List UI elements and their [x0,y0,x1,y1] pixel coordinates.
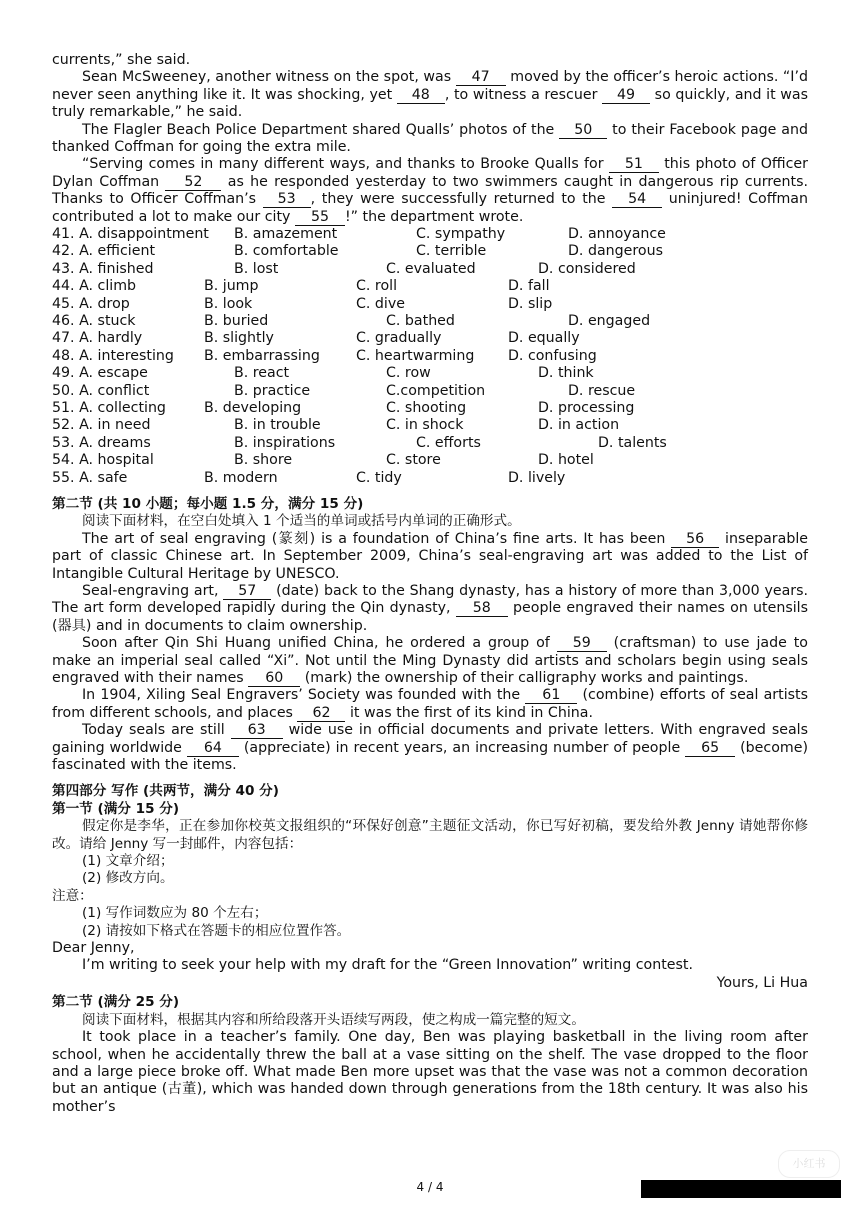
blank-65: 65 [685,741,735,757]
passage-line: currents,” she said. [52,52,191,68]
option-row: 50. A. conflict B. practice C.competition D. rescue [52,382,636,399]
option-row: 51. A. collecting B. developing C. shooting D. processing [52,399,635,416]
instruction: 阅读下面材料，在空白处填入 1 个适当的单词或括号内单词的正确形式。 [82,513,521,530]
watermark-logo: 小红书 [778,1150,840,1178]
letter-signature: Yours, Li Hua [716,974,808,991]
part-heading: 第四部分 写作 (共两节，满分 40 分) [52,783,279,800]
option-row: 55. A. safe B. modern C. tidy D. lively [52,469,566,486]
prompt-item: (2) 修改方向。 [82,870,174,887]
option-row: 45. A. drop B. look C. dive D. slip [52,295,553,312]
blank-61: 61 [525,688,577,704]
blank-56: 56 [671,532,719,548]
passage-paragraph: The art of seal engraving (篆刻) is a foundation of China’s fine arts. It has been 56 inseparable part of classic Chinese art. In September 2009, China’s seal-engraving art was added to the List of Intangible Cultural Heritage by UNESCO. [52,530,808,582]
blank-58: 58 [456,601,508,617]
option-row: 41. A. disappointment B. amazement C. sympathy D. annoyance [52,226,666,243]
letter-greeting: Dear Jenny, [52,940,135,957]
exam-page [52,52,808,1116]
passage-paragraph: Soon after Qin Shi Huang unified China, he ordered a group of 59 (craftsman) to use jade to make an imperial seal called “Xi”. Not until the Ming Dynasty did artists and scholars begin using seals engraved with their names 60 (mark) the ownership of their calligraphy works and paintings. [52,635,808,686]
option-row: 53. A. dreams B. inspirations C. efforts D. talents [52,434,667,451]
letter-body: I’m writing to seek your help with my draft for the “Green Innovation” writing contest. [82,957,693,974]
blank-63: 63 [231,723,283,739]
blank-57: 57 [223,584,271,600]
option-row: 46. A. stuck B. buried C. bathed D. engaged [52,313,651,330]
redaction-bar [641,1180,841,1198]
section-heading: 第二节 (共 10 小题；每小题 1.5 分，满分 15 分) [52,495,364,512]
blank-47: 47 [456,70,506,86]
note-label: 注意： [52,887,93,904]
blank-48: 48 [397,88,445,104]
passage-paragraph: Sean McSweeney, another witness on the spot, was 47 moved by the officer’s heroic actions. “I’d never seen anything like it. It was shocking, yet 48 , to witness a rescuer 49 so quickly, and it was truly remarkable,” he said. [52,69,808,121]
passage-paragraph: In 1904, Xiling Seal Engravers’ Society was founded with the 61 (combine) efforts of seal artists from different schools, and places 62 it was the first of its kind in China. [52,687,808,721]
writing-prompt: 假定你是李华，正在参加你校英文报组织的“环保好创意”主题征文活动，你已写好初稿，要发给外教 Jenny 请她帮你修改。请给 Jenny 写一封邮件，内容包括： [52,818,808,852]
prompt-item: (1) 文章介绍； [82,853,174,870]
note-item: (2) 请按如下格式在答题卡的相应位置作答。 [82,922,351,939]
blank-60: 60 [248,671,300,687]
option-row: 43. A. finished B. lost C. evaluated D. considered [52,260,636,277]
page-number: 4 / 4 [416,1180,444,1194]
options-list [52,226,808,487]
option-row: 44. A. climb B. jump C. roll D. fall [52,278,550,295]
option-row: 49. A. escape B. react C. row D. think [52,365,594,382]
passage-paragraph: The Flagler Beach Police Department shared Qualls’ photos of the 50 to their Facebook page and thanked Coffman for going the extra mile. [52,121,808,156]
passage-paragraph: Today seals are still 63 wide use in official documents and private letters. With engraved seals gaining worldwide 64 (appreciate) in recent years, an increasing number of people 65 (become) fascinated with the items. [52,722,808,774]
blank-49: 49 [602,88,650,104]
section-heading: 第一节 (满分 15 分) [52,800,180,817]
passage-paragraph: Seal-engraving art, 57 (date) back to the Shang dynasty, has a history of more than 3,000 years. The art form developed rapidly during the Qin dynasty, 58 people engraved their names on utensils (器具) and in documents to claim ownership. [52,582,809,634]
option-row: 48. A. interesting B. embarrassing C. heartwarming D. confusing [52,347,597,364]
option-row: 42. A. efficient B. comfortable C. terrible D. dangerous [52,243,663,260]
blank-50: 50 [559,123,607,139]
option-row: 47. A. hardly B. slightly C. gradually D. equally [52,330,580,347]
blank-51: 51 [609,157,659,173]
section-heading: 第二节 (满分 25 分) [52,994,180,1011]
blank-52: 52 [165,175,221,191]
blank-64: 64 [187,741,239,757]
option-row: 54. A. hospital B. shore C. store D. hotel [52,452,594,469]
blank-53: 53 [263,192,311,208]
blank-59: 59 [557,636,607,652]
option-row: 52. A. in need B. in trouble C. in shock D. in action [52,417,620,434]
note-item: (1) 写作词数应为 80 个左右； [82,905,268,922]
blank-62: 62 [297,706,345,722]
blank-54: 54 [612,192,662,208]
writing-prompt: 阅读下面材料，根据其内容和所给段落开头语续写两段，使之构成一篇完整的短文。 [82,1011,585,1028]
story-paragraph: It took place in a teacher’s family. One day, Ben was playing basketball in the living room after school, when he accidentally threw the ball at a vase sitting on the shelf. The vase dropped to the floor and a large piece broke off. What made Ben more upset was that the vase was not a common decoration but an antique (古董), which was handed down through generations from the 18th century. It was also his mother’s [52,1029,808,1115]
blank-55: 55 [295,210,345,226]
passage-paragraph: “Serving comes in many different ways, and thanks to Brooke Qualls for 51 this photo of Officer Dylan Coffman 52 as he responded yesterday to two swimmers caught in dangerous rip currents. Thanks to Officer Coffman’s 53 , they were successfully returned to the 54 uninjured! Coffman contributed a lot to make our city 55 !” the department wrote. [52,156,808,225]
